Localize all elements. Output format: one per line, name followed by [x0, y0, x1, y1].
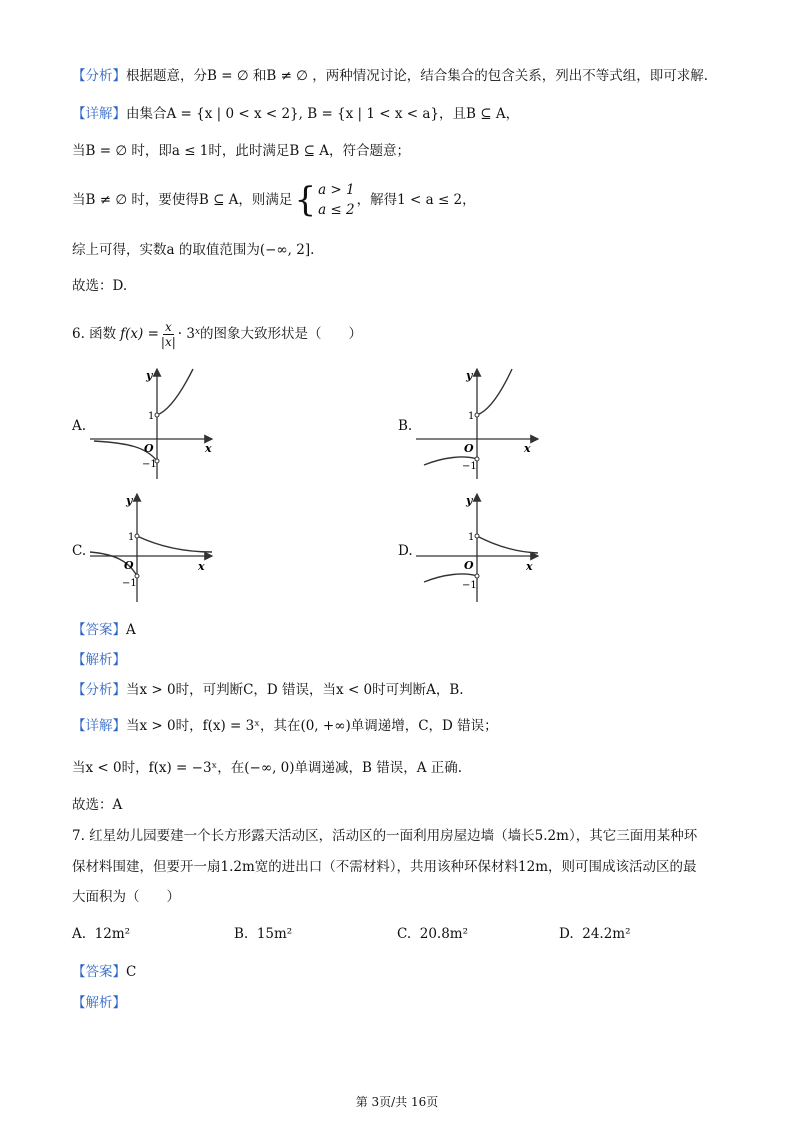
q7-choice-a[interactable]: A. 12m² — [72, 926, 131, 942]
q5-choose-line: 故选：D. — [72, 278, 128, 294]
q6-choose-line: 故选：A — [72, 797, 123, 813]
tick-label-1: 1 — [148, 411, 155, 422]
origin-label: O — [464, 559, 474, 572]
x-axis-label: x — [205, 442, 212, 455]
option-a-graph[interactable] — [88, 365, 220, 483]
q7-stem-line2: 保材料围建，但要开一扇1.2m宽的进出口（不需材料），共用该种环保材料12m，则可围成该活动区的最 — [72, 859, 697, 875]
tick-label-neg1: −1 — [142, 459, 157, 470]
detail-tag: 【详解】 — [72, 718, 126, 734]
tick-label-neg1: −1 — [462, 461, 477, 472]
q5-summary-line: 综上可得，实数a 的取值范围为(−∞, 2]. — [72, 242, 315, 258]
tick-label-neg1: −1 — [462, 580, 477, 591]
tick-label-1: 1 — [128, 532, 135, 543]
option-c-graph[interactable] — [88, 490, 220, 608]
q6-jiexi-line — [72, 650, 126, 670]
option-b-label[interactable]: B. — [398, 418, 413, 434]
y-axis-label: y — [466, 494, 473, 507]
option-c-label[interactable]: C. — [72, 543, 87, 559]
x-axis-label: x — [524, 442, 531, 455]
tick-label-neg1: −1 — [122, 578, 137, 589]
q6-power: · 3 — [177, 326, 195, 342]
q6-number: 6. 函数 — [72, 326, 117, 342]
origin-label: O — [124, 559, 134, 572]
q6-detail-line — [72, 716, 498, 736]
analysis-tag: 【分析】 — [72, 682, 126, 698]
q7-stem-line1: 7. 红星幼儿园要建一个长方形露天活动区，活动区的一面利用房屋边墙（墙长5.2m），其它三面用某种环 — [72, 828, 698, 844]
jiexi-tag: 【解析】 — [72, 652, 126, 668]
curve-right — [137, 536, 212, 552]
x-axis-label: x — [526, 560, 533, 573]
y-axis-label: y — [146, 369, 153, 382]
answer-tag: 【答案】 — [72, 964, 126, 980]
curve-right — [477, 536, 538, 553]
condition-1: a > 1 — [318, 182, 355, 198]
q6-answer-line — [72, 620, 136, 640]
option-b-graph[interactable] — [414, 365, 546, 483]
q5-case2-pre: 当B ≠ ∅ 时，要使得B ⊆ A，则满足 — [72, 192, 293, 208]
q7-choice-c[interactable]: C. 20.8m² — [397, 926, 469, 942]
q5-analysis-text: 根据题意，分B = ∅ 和B ≠ ∅ ，两种情况讨论，结合集合的包含关系，列出不等式组，即可求解. — [126, 68, 709, 84]
q6-stem — [72, 314, 362, 354]
q6-function: f(x) = — [120, 326, 159, 342]
y-axis-label: y — [466, 369, 473, 382]
option-d-graph[interactable] — [414, 490, 546, 608]
q6-analysis-line — [72, 680, 464, 700]
y-axis-label: y — [126, 494, 133, 507]
q5-case2-line — [72, 178, 476, 222]
option-d-label[interactable]: D. — [398, 543, 413, 559]
q6-fraction: $\frac{x}{|x|}$ — [160, 319, 176, 349]
condition-2: a ≤ 2 — [318, 202, 355, 218]
page-footer: 第 3页/共 16页 — [355, 1095, 439, 1109]
q5-detail-line — [72, 104, 519, 124]
q6-answer: A — [126, 622, 136, 638]
q6-detail-text: 当x > 0时，f(x) = 3ˣ，其在(0, +∞)单调递增，C，D 错误； — [126, 718, 498, 734]
q7-answer-line — [72, 962, 136, 982]
q6-analysis-text: 当x > 0时，可判断C，D 错误，当x < 0时可判断A，B. — [126, 682, 464, 698]
tick-label-1: 1 — [468, 532, 475, 543]
q6-stem-post: 的图象大致形状是（ ） — [200, 326, 363, 342]
curve-right — [477, 369, 512, 415]
q5-analysis-line — [72, 66, 708, 86]
option-a-label[interactable]: A. — [72, 418, 87, 434]
curve-right — [157, 369, 193, 415]
q7-jiexi-line — [72, 993, 126, 1013]
detail-tag: 【详解】 — [72, 106, 126, 122]
q7-choice-d[interactable]: D. 24.2m² — [559, 926, 631, 942]
q5-detail-text: 由集合A = {x | 0 < x < 2}, B = {x | 1 < x < a}，且B ⊆ A， — [126, 106, 520, 122]
analysis-tag: 【分析】 — [72, 68, 126, 84]
q6-exponent: x — [194, 327, 201, 337]
q7-choice-b[interactable]: B. 15m² — [234, 926, 293, 942]
q7-stem-line3: 大面积为（ ） — [72, 889, 180, 905]
q6-detail2-line: 当x < 0时，f(x) = −3ˣ，在(−∞, 0)单调递减，B 错误，A 正确. — [72, 760, 463, 776]
answer-tag: 【答案】 — [72, 622, 126, 638]
origin-label: O — [144, 442, 154, 455]
origin-label: O — [464, 442, 474, 455]
q5-case1-line: 当B = ∅ 时，即a ≤ 1时，此时满足B ⊆ A，符合题意； — [72, 143, 410, 159]
q7-answer: C — [126, 964, 137, 980]
x-axis-label: x — [198, 560, 205, 573]
jiexi-tag: 【解析】 — [72, 995, 126, 1011]
inequality-system: { a > 1 a ≤ 2 — [294, 180, 355, 220]
tick-label-1: 1 — [468, 411, 475, 422]
q5-case2-post: ，解得1 < a ≤ 2， — [356, 192, 476, 208]
